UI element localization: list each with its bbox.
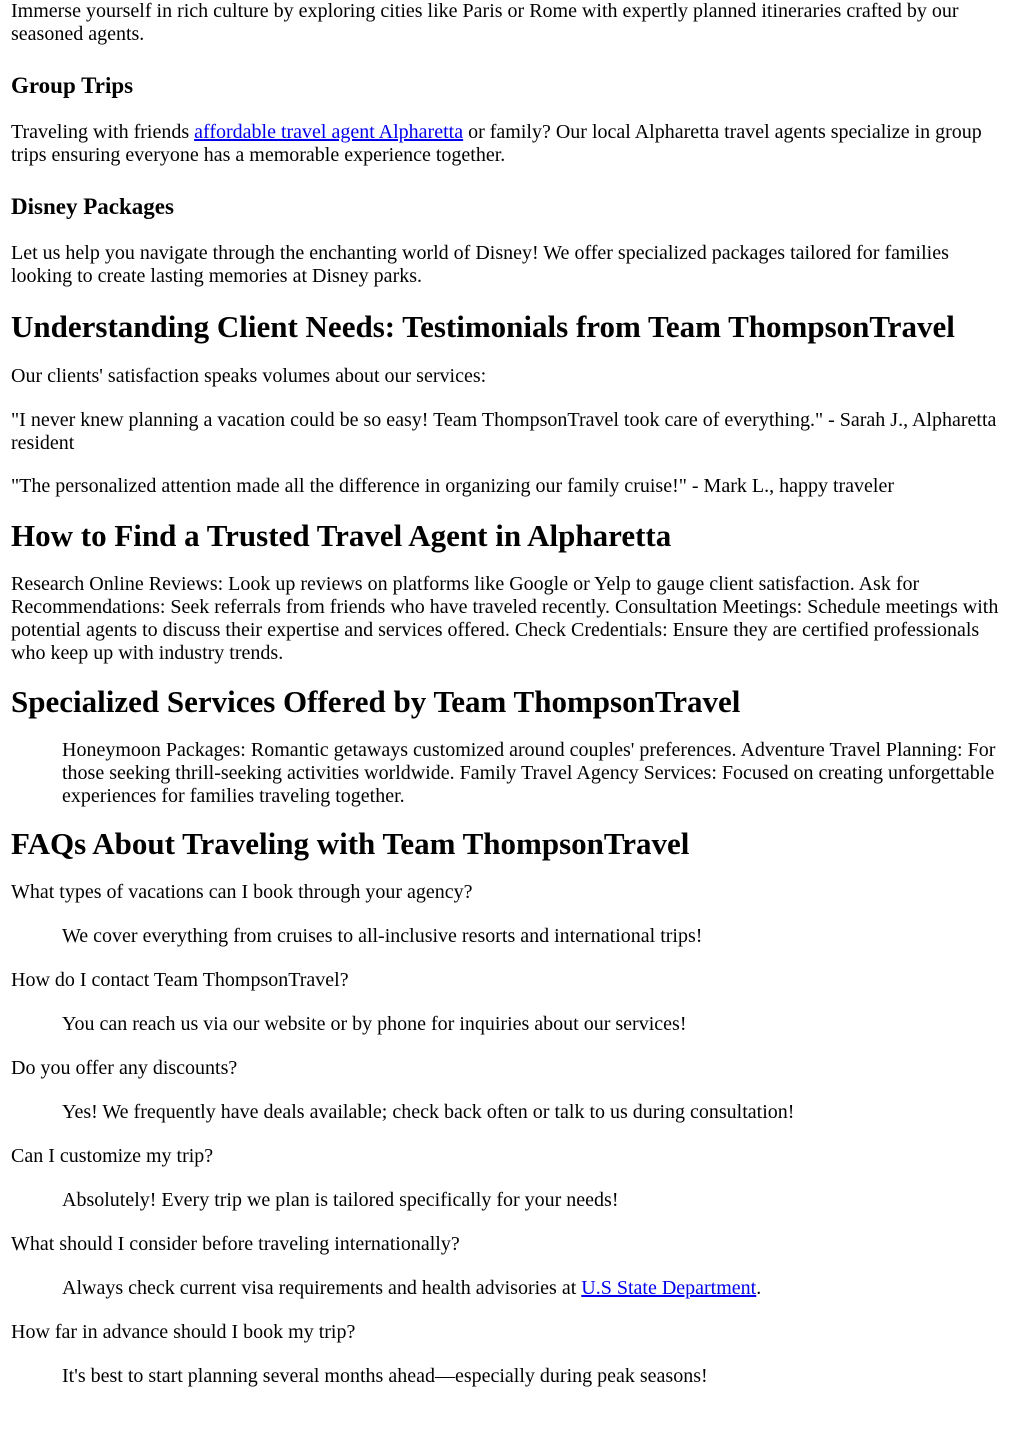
faq-answer-text-before-link: Always check current visa requirements and health advisories at [62,1277,582,1299]
testimonials-intro: Our clients' satisfaction speaks volumes about our services: [11,365,487,387]
find-agent-paragraph: Research Online Reviews: Look up reviews on platforms like Google or Yelp to gauge client satisfaction. Ask for Recommendations: Seek referrals from friends who have traveled recently. Consultation Meetings: Schedule meetings with potential agents to discuss their expertise and services offered. Check Credentials: Ensure they are certified professionals who keep up with industry trends. [11,573,999,664]
intro-paragraph: Immerse yourself in rich culture by exploring cities like Paris or Rome with expertly planned itineraries crafted by our seasoned agents. [11,0,959,45]
find-agent-heading: How to Find a Trusted Travel Agent in Alpharetta [11,518,672,553]
faq-answer-text-after-link: . [756,1277,762,1299]
faq-answer [62,1277,1013,1300]
faq-answer: Absolutely! Every trip we plan is tailored specifically for your needs! [62,1189,619,1211]
services-heading: Specialized Services Offered by Team ThompsonTravel [11,684,741,719]
faq-question: Can I customize my trip? [11,1145,214,1167]
group-trips-text-before-link: Traveling with friends [11,121,195,143]
testimonial-quote: "I never knew planning a vacation could be so easy! Team ThompsonTravel took care of everything." - Sarah J., Alpharetta resident [11,409,997,454]
faq-answer: It's best to start planning several months ahead—especially during peak seasons! [62,1365,708,1387]
disney-packages-heading: Disney Packages [11,194,174,219]
faq-question: What should I consider before traveling internationally? [11,1233,460,1255]
faq-answer: Yes! We frequently have deals available; check back often or talk to us during consultation! [62,1101,795,1123]
faq-answer: We cover everything from cruises to all-inclusive resorts and international trips! [62,925,703,947]
faqs-heading: FAQs About Traveling with Team ThompsonTravel [11,826,690,861]
affordable-travel-agent-link[interactable]: affordable travel agent Alpharetta [194,121,464,143]
faq-question: How do I contact Team ThompsonTravel? [11,969,349,991]
group-trips-heading: Group Trips [11,73,134,98]
faq-question: How far in advance should I book my trip? [11,1321,356,1343]
group-trips-paragraph [11,121,1013,167]
group-trips-text-after-link: or family? Our local Alpharetta travel agents specialize in group trips ensuring everyone has a memorable experience together. [11,121,982,166]
testimonials-heading: Understanding Client Needs: Testimonials from Team ThompsonTravel [11,309,955,344]
faq-answer: You can reach us via our website or by phone for inquiries about our services! [62,1013,687,1035]
faq-question: Do you offer any discounts? [11,1057,238,1079]
faq-question: What types of vacations can I book through your agency? [11,881,473,903]
services-blockquote: Honeymoon Packages: Romantic getaways customized around couples' preferences. Adventure Travel Planning: For those seeking thrill-seeking activities worldwide. Family Travel Agency Services: Focused on creating unforgettable experiences for families traveling together. [62,739,996,807]
us-state-department-link[interactable]: U.S State Department [581,1277,757,1299]
testimonial-quote: "The personalized attention made all the difference in organizing our family cruise!" - Mark L., happy traveler [11,475,895,497]
disney-packages-paragraph: Let us help you navigate through the enchanting world of Disney! We offer specialized packages tailored for families looking to create lasting memories at Disney parks. [11,242,949,287]
